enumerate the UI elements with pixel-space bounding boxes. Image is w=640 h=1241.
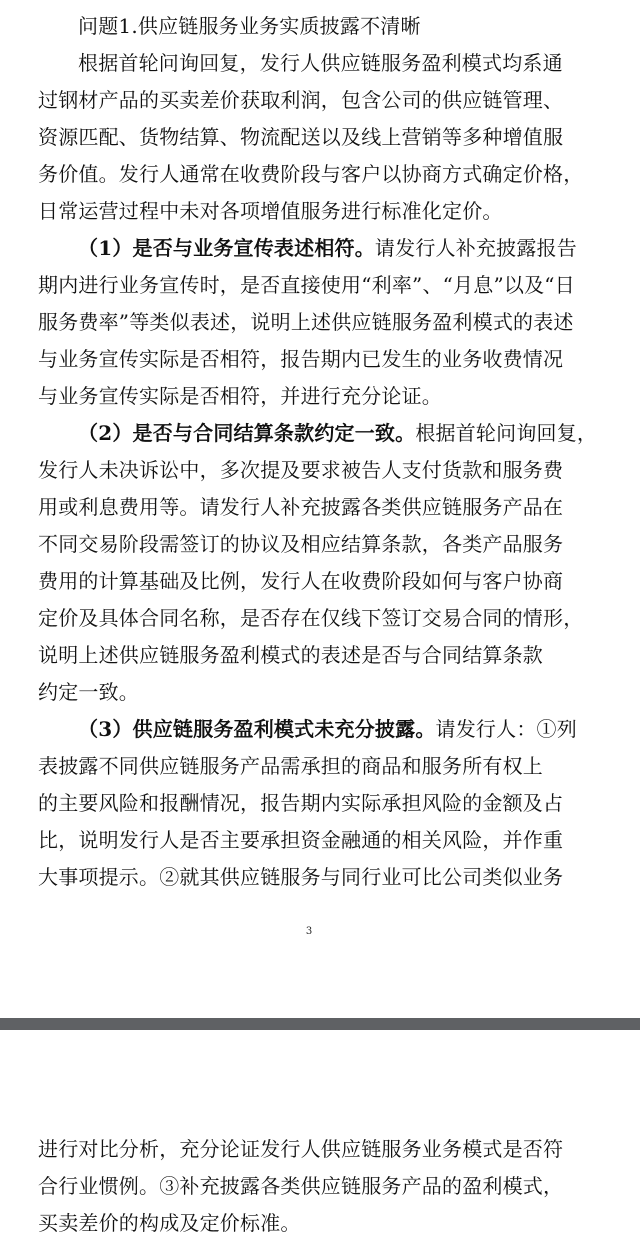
paragraph-line: 合行业惯例。③补充披露各类供应链服务产品的盈利模式， xyxy=(38,1174,564,1198)
paragraph-line: 期内进行业务宣传时，是否直接使用“利率”、“月息”以及“日 xyxy=(38,273,575,297)
paragraph-line: 与业务宣传实际是否相符，报告期内已发生的业务收费情况 xyxy=(38,347,564,371)
subquestion-3-text: 请发行人：①列 xyxy=(435,717,577,741)
subquestion-1-line xyxy=(78,235,638,261)
subquestion-2-line xyxy=(78,420,638,446)
subquestion-3-title: （3）供应链服务盈利模式未充分披露。 xyxy=(78,717,436,741)
paragraph-line: 的主要风险和报酬情况，报告期内实际承担风险的金额及占 xyxy=(38,791,564,815)
page-number: 3 xyxy=(305,926,313,937)
paragraph-line: 表披露不同供应链服务产品需承担的商品和服务所有权上 xyxy=(38,754,543,778)
paragraph-line: 服务费率”等类似表述，说明上述供应链服务盈利模式的表述 xyxy=(38,310,574,334)
subquestion-1-title: （1）是否与业务宣传表述相符。 xyxy=(78,236,375,260)
paragraph-line: 不同交易阶段需签订的协议及相应结算条款，各类产品服务 xyxy=(38,532,564,556)
paragraph-line: 买卖差价的构成及定价标准。 xyxy=(38,1211,301,1235)
paragraph-line: 发行人未决诉讼中，多次提及要求被告人支付货款和服务费 xyxy=(38,458,564,482)
paragraph-line: 费用的计算基础及比例，发行人在收费阶段如何与客户协商 xyxy=(38,569,564,593)
subquestion-1-text: 请发行人补充披露报告 xyxy=(374,236,577,260)
paragraph-line: 约定一致。 xyxy=(38,680,139,704)
paragraph-line: 进行对比分析，充分论证发行人供应链服务业务模式是否符 xyxy=(38,1137,564,1161)
paragraph-line: 说明上述供应链服务盈利模式的表述是否与合同结算条款 xyxy=(38,643,543,667)
page-separator xyxy=(0,1018,640,1030)
document-page-2 xyxy=(0,1030,640,1241)
paragraph-line: 与业务宣传实际是否相符，并进行充分论证。 xyxy=(38,384,442,408)
paragraph-line: 根据首轮问询回复，发行人供应链服务盈利模式均系通 xyxy=(78,51,563,75)
paragraph-line: 大事项提示。②就其供应链服务与同行业可比公司类似业务 xyxy=(38,865,564,889)
question-heading: 问题1.供应链服务业务实质披露不清晰 xyxy=(78,14,421,38)
paragraph-line: 务价值。发行人通常在收费阶段与客户以协商方式确定价格， xyxy=(38,162,584,186)
paragraph-line: 比，说明发行人是否主要承担资金融通的相关风险，并作重 xyxy=(38,828,564,852)
subquestion-2-title: （2）是否与合同结算条款约定一致。 xyxy=(78,421,416,445)
paragraph-line: 用或利息费用等。请发行人补充披露各类供应链服务产品在 xyxy=(38,495,564,519)
paragraph-line: 资源匹配、货物结算、物流配送以及线上营销等多种增值服 xyxy=(38,125,564,149)
paragraph-line: 日常运营过程中未对各项增值服务进行标准化定价。 xyxy=(38,199,503,223)
paragraph-line: 过钢材产品的买卖差价获取利润，包含公司的供应链管理、 xyxy=(38,88,564,112)
subquestion-2-text: 根据首轮问询回复， xyxy=(415,421,598,445)
paragraph-line: 定价及具体合同名称，是否存在仅线下签订交易合同的情形， xyxy=(38,606,584,630)
subquestion-3-line xyxy=(78,716,638,742)
